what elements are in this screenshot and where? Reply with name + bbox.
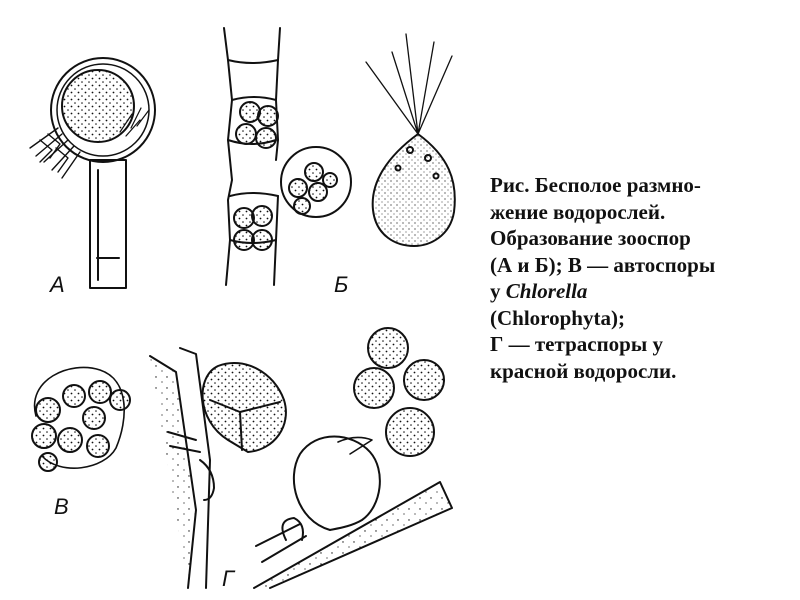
caption-species: Chlorella bbox=[505, 279, 588, 303]
caption-line: Образование зооспор bbox=[490, 226, 691, 250]
label-a: А bbox=[50, 272, 65, 297]
label-b: Б bbox=[334, 272, 349, 297]
zoospore bbox=[366, 34, 455, 246]
tetraspore bbox=[386, 408, 434, 456]
caption-prefix: у bbox=[490, 279, 506, 303]
empty-sporangium bbox=[294, 437, 380, 531]
figure-caption bbox=[490, 172, 790, 384]
figure-b-filament bbox=[224, 28, 351, 285]
sporangium-contents bbox=[62, 70, 134, 142]
caption-line: (Chlorophyta); bbox=[490, 305, 625, 330]
figure-g-tetraspores bbox=[150, 328, 452, 588]
tetrasporangium bbox=[203, 363, 286, 452]
tetraspore bbox=[404, 360, 444, 400]
caption-line: красной водоросли. bbox=[490, 358, 677, 383]
figure-v-autospores bbox=[32, 367, 130, 471]
filament-cell bbox=[90, 160, 126, 288]
label-g: Г bbox=[222, 566, 234, 591]
caption-line: Рис. Бесполое размно- bbox=[490, 173, 701, 197]
caption-line: Г — тетраспоры у bbox=[490, 332, 663, 356]
figure-a-zoosporangium bbox=[30, 58, 155, 288]
caption-line: жение водорослей. bbox=[490, 199, 666, 224]
caption-line: (А и Б); В — автоспоры bbox=[490, 252, 716, 277]
tetraspore bbox=[354, 368, 394, 408]
caption-line bbox=[490, 278, 790, 305]
tetraspore bbox=[368, 328, 408, 368]
label-v: В bbox=[54, 494, 69, 519]
